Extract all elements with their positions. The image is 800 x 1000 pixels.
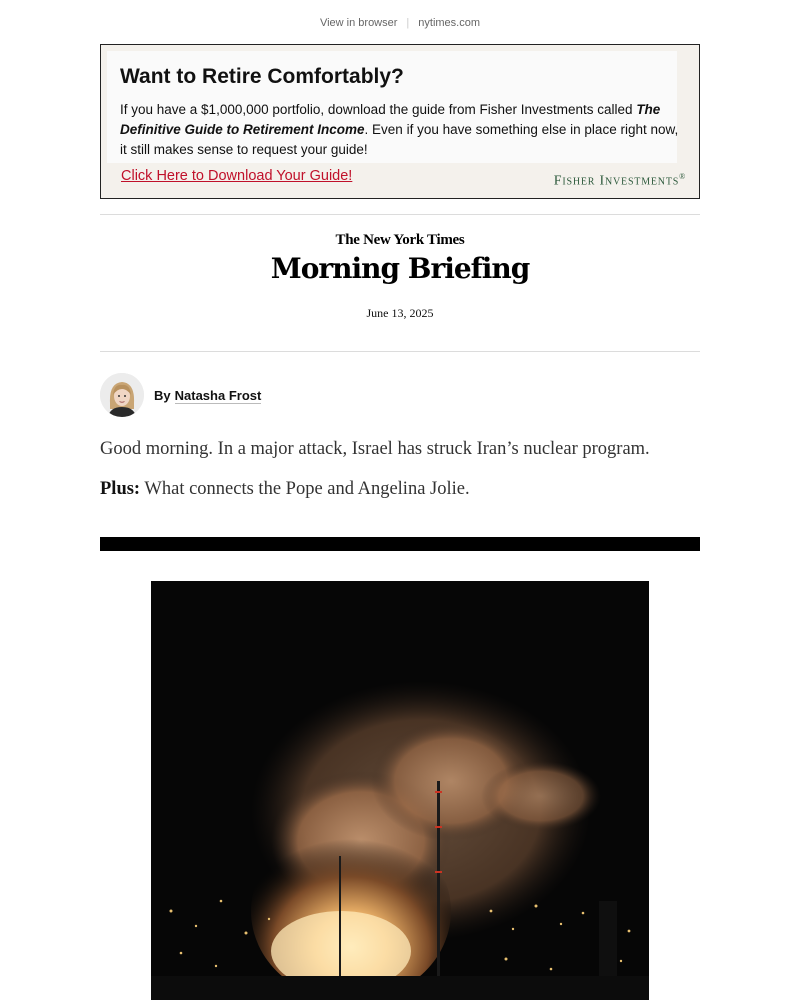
lead-photo[interactable] [151, 581, 649, 1000]
intro-paragraph: Good morning. In a major attack, Israel has struck Iran’s nuclear program. [100, 439, 650, 459]
author-link[interactable]: Natasha Frost [174, 387, 262, 403]
link-separator: | [406, 17, 410, 29]
ad-brand-mark: ® [679, 172, 686, 181]
ad-body-pre: If you have a $1,000,000 portfolio, download the guide from Fisher Investments called [120, 102, 637, 117]
divider [100, 351, 700, 352]
plus-paragraph [100, 477, 700, 501]
ad-body-post: . Even if you have something else in place right now, it still makes sense to request your guide! [120, 122, 679, 157]
newsletter-title: Morning Briefing [270, 252, 530, 285]
section-divider-bar [100, 537, 700, 551]
view-in-browser-link[interactable]: View in browser [319, 17, 398, 29]
ad-download-link[interactable]: Click Here to Download Your Guide! [121, 168, 353, 184]
newsletter-date: June 13, 2025 [366, 306, 434, 320]
ad-body-text [120, 100, 680, 160]
byline-prefix: By [154, 387, 171, 403]
ad-brand-name: Fisher Investments [553, 173, 680, 189]
plus-label: Plus: [100, 479, 141, 499]
ad-headline: Want to Retire Comfortably? [120, 65, 404, 88]
divider [100, 214, 700, 215]
site-link[interactable]: nytimes.com [418, 17, 481, 29]
top-links [0, 17, 800, 29]
advertisement-banner[interactable] [100, 44, 700, 199]
byline-text [154, 388, 261, 403]
ad-brand-logo [554, 172, 686, 190]
author-portrait-icon [100, 373, 144, 417]
night-explosion-photo-icon [151, 581, 649, 1000]
ad-guide-title: The Definitive Guide to Retirement Income [120, 102, 661, 137]
nyt-logo[interactable]: The New York Times [335, 232, 465, 248]
avatar [100, 373, 144, 417]
plus-text: What connects the Pope and Angelina Jolie. [144, 479, 470, 499]
byline [100, 372, 261, 418]
